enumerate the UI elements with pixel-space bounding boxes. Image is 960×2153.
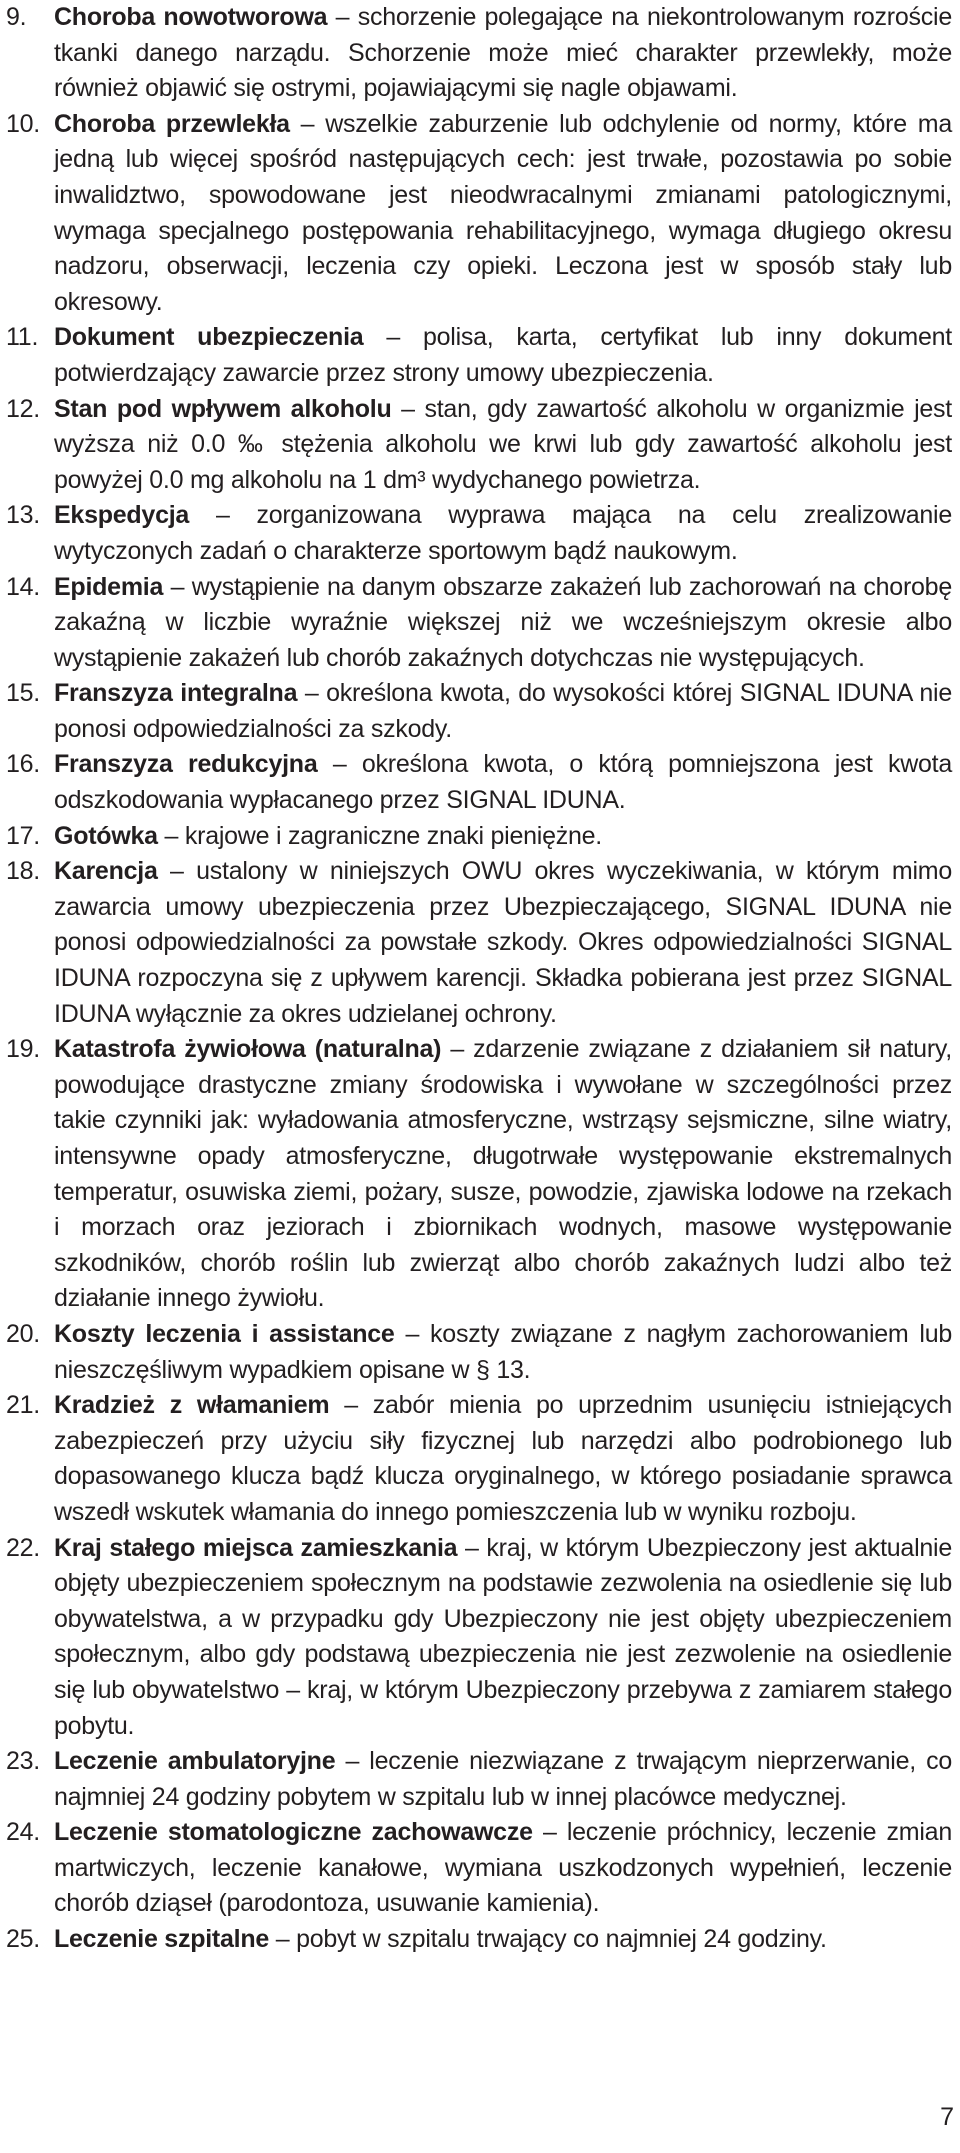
item-text: – ustalony w niniejszych OWU okres wyczekiwania, w którym mimo zawarcia umowy ubezpieczenia przez Ubezpieczającego, SIGNAL IDUNA nie ponosi odpowiedzialności za powstałe szkody. Okres odpowiedzialności SIGNAL IDUNA rozpoczyna się z upływem karencji. Składka pobierana jest przez SIGNAL IDUNA wyłącznie za okres udzielanej ochrony. [54,857,952,1028]
item-number: 10. [6,109,41,138]
item-text: – zabór mienia po uprzednim usunięciu istniejących zabezpieczeń przy użyciu siły fizycznej lub narzędzi albo podrobionego lub dopasowanego klucza bądź klucza oryginalnego, w którego posiadanie sprawca wszedł wskutek włamania do innego pomieszczenia lub w wyniku rozboju. [54,1391,952,1526]
definition-item [6,107,952,321]
item-number: 20. [6,1319,41,1348]
item-body [54,1531,952,1745]
definition-item [6,747,952,818]
definition-item [6,1032,952,1317]
item-number: 16. [6,750,41,779]
item-number: 21. [6,1391,41,1420]
item-text: – wystąpienie na danym obszarze zakażeń lub zachorowań na chorobę zakaźną w liczbie wyraźnie większej niż we wcześniejszym okresie albo wystąpienie zakażeń lub chorób zakaźnych dotychczas nie występujących. [54,572,952,672]
item-text: – krajowe i zagraniczne znaki pieniężne. [157,821,602,850]
item-body [54,819,952,855]
item-term: Ekspedycja [54,501,190,530]
item-text: – kraj, w którym Ubezpieczony jest aktualnie objęty ubezpieczeniem społecznym na podstawie zezwolenia na osiedlenie się lub obywatelstwa, a w przypadku gdy Ubezpieczony nie jest objęty ubezpieczeniem społecznym, albo gdy podstawą ubezpieczenia nie jest zezwolenie na osiedlenie się lub obywatelstwo – kraj, w którym Ubezpieczony przebywa z zamiarem stałego pobytu. [54,1533,952,1740]
definition-item [6,1317,952,1388]
item-number: 11. [6,323,39,352]
item-text: – pobyt w szpitalu trwający co najmniej 24 godziny. [269,1925,827,1954]
definition-item [6,1388,952,1530]
item-body [54,747,952,818]
item-number: 14. [6,572,41,601]
item-text: – zorganizowana wyprawa mająca na celu zrealizowanie wytyczonych zadań o charakterze sportowym bądź naukowym. [54,501,952,565]
item-body [54,1815,952,1922]
item-term: Choroba przewlekła [54,109,290,138]
item-body [54,854,952,1032]
item-term: Kradzież z włamaniem [54,1391,330,1420]
item-text: – koszty związane z nagłym zachorowaniem lub nieszczęśliwym wypadkiem opisane w § 13. [54,1319,953,1384]
item-text: – określona kwota, o którą pomniejszona jest kwota odszkodowania wypłacanego przez SIGNAL IDUNA. [54,750,953,815]
item-number: 15. [6,679,41,708]
definition-item [6,676,952,747]
item-number: 23. [6,1747,41,1776]
item-text: – polisa, karta, certyfikat lub inny dokument potwierdzający zawarcie przez strony umowy ubezpieczenia. [54,323,952,387]
item-body [54,1317,952,1388]
definition-item [6,320,952,391]
item-term: Franszyza redukcyjna [54,750,318,779]
item-term: Gotówka [54,821,158,850]
definition-item [6,1815,952,1922]
definition-item [6,1744,952,1815]
item-term: Leczenie stomatologiczne zachowawcze [54,1818,533,1847]
definition-item [6,0,952,107]
item-text: – stan, gdy zawartość alkoholu w organizmie jest wyższa niż 0.0 ‰ stężenia alkoholu we krwi lub gdy zawartość alkoholu jest powyżej 0.0 mg alkoholu na 1 dm³ wydychanego powietrza. [54,394,952,494]
item-term: Choroba nowotworowa [54,3,328,31]
item-body [54,570,952,677]
definition-item [6,392,952,499]
definition-item [6,498,952,569]
item-number: 9. [6,3,27,31]
definition-item [6,854,952,1032]
item-term: Koszty leczenia i assistance [54,1319,395,1348]
item-term: Kraj stałego miejsca zamieszkania [54,1533,458,1562]
item-term: Dokument ubezpieczenia [54,323,364,352]
definition-item [6,819,952,855]
item-term: Leczenie szpitalne [54,1925,270,1954]
item-text: – leczenie niezwiązane z trwającym nieprzerwanie, co najmniej 24 godziny pobytem w szpitalu lub w innej placówce medycznej. [54,1747,952,1811]
item-term: Karencja [54,857,158,886]
item-body [54,498,952,569]
item-number: 17. [6,821,41,850]
item-number: 18. [6,857,41,886]
item-body [54,1388,952,1530]
item-body [54,1922,952,1958]
definition-item [6,1922,952,1958]
item-number: 25. [6,1925,41,1954]
definition-item [6,1531,952,1745]
item-term: Epidemia [54,572,164,601]
item-number: 19. [6,1035,41,1064]
item-term: Leczenie ambulatoryjne [54,1747,336,1776]
page-number: 7 [940,2103,954,2131]
item-text: – leczenie próchnicy, leczenie zmian martwiczych, leczenie kanałowe, wymiana uszkodzonych wypełnień, leczenie chorób dziąseł (parodontoza, usuwanie kamienia). [54,1818,952,1918]
item-term: Katastrofa żywiołowa (naturalna) [54,1035,442,1064]
item-term: Stan pod wpływem alkoholu [54,394,392,423]
item-text: – wszelkie zaburzenie lub odchylenie od normy, które ma jedną lub więcej spośród następujących cech: jest trwałe, pozostawia po sobie inwalidztwo, spowodowane jest nieodwracalnymi zmianami patologicznymi, wymaga specjalnego postępowania rehabilitacyjnego, wymaga długiego okresu nadzoru, obserwacji, leczenia czy opieki. Leczona jest w sposób stały lub okresowy. [54,109,952,316]
item-number: 24. [6,1818,41,1847]
item-body [54,320,952,391]
definition-item [6,570,952,677]
item-body [54,392,952,499]
item-body [54,676,952,747]
item-text: – schorzenie polegające na niekontrolowanym rozroście tkanki danego narządu. Schorzenie może mieć charakter przewlekły, może również objawić się ostrymi, pojawiającymi się nagle objawami. [54,3,952,103]
item-body [54,0,952,107]
definitions-list [6,0,952,1958]
item-number: 12. [6,394,41,423]
item-text: – zdarzenie związane z działaniem sił natury, powodujące drastyczne zmiany środowiska i wywołane w szczególności przez takie czynniki jak: wyładowania atmosferyczne, wstrząsy sejsmiczne, silne wiatry, intensywne opady atmosferyczne, długotrwałe występowanie ekstremalnych temperatur, osuwiska ziemi, pożary, susze, powodzie, zjawiska lodowe na rzekach i morzach oraz jeziorach i zbiornikach wodnych, masowe występowanie szkodników, chorób roślin lub zwierząt albo chorób zakaźnych ludzi albo też działanie innego żywiołu. [54,1035,952,1313]
item-body [54,107,952,321]
item-body [54,1744,952,1815]
item-number: 22. [6,1533,41,1562]
item-term: Franszyza integralna [54,679,298,708]
item-text: – określona kwota, do wysokości której SIGNAL IDUNA nie ponosi odpowiedzialności za szkody. [54,679,952,743]
item-body [54,1032,952,1317]
item-number: 13. [6,501,41,530]
